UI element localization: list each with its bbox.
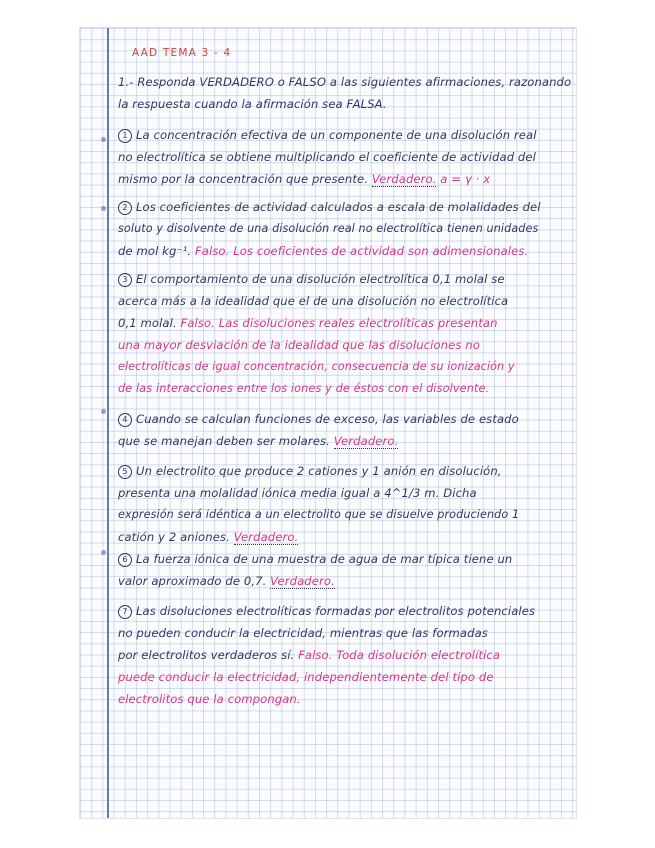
item-3-answer-line: de las interacciones entre los iones y de éstos con el disolvente. — [118, 382, 490, 395]
item-7-line: por electrolitos verdaderos sí. Falso. Toda disolución electrolítica — [118, 648, 501, 662]
item-6-line: valor aproximado de 0,7. Verdadero. — [118, 574, 335, 588]
item-4-answer: Verdadero. — [333, 434, 399, 448]
item-7-answer-line: electrolitos que la compongan. — [118, 692, 301, 706]
margin-dot — [101, 137, 106, 142]
item-7-answer: Falso. Toda disolución electrolítica — [298, 648, 501, 662]
item-2-line: de mol kg⁻¹. Falso. Los coeficientes de actividad son adimensionales. — [118, 244, 529, 258]
item-4-line: que se manejan deben ser molares. Verdadero. — [118, 434, 399, 448]
item-number: 1 — [118, 129, 132, 143]
item-7-answer-line: puede conducir la electricidad, independientemente del tipo de — [118, 670, 494, 684]
item-number: 3 — [118, 273, 132, 287]
item-5-line: 5 Un electrolito que produce 2 cationes y 1 anión en disolución, — [118, 460, 502, 482]
item-3-answer-line: una mayor desviación de la idealidad que las disoluciones no — [118, 338, 480, 352]
item-6-line: 6 La fuerza iónica de una muestra de agua de mar típica tiene un — [118, 548, 512, 570]
item-2-answer: Falso. Los coeficientes de actividad son adimensionales. — [195, 244, 529, 258]
intro-line: la respuesta cuando la afirmación sea FALSA. — [118, 97, 387, 111]
item-number: 7 — [118, 605, 132, 619]
intro-line: 1.- Responda VERDADERO o FALSO a las siguientes afirmaciones, razonando — [118, 75, 572, 89]
item-3-answer: Falso. Las disoluciones reales electrolíticas presentan — [180, 316, 498, 330]
item-number: 4 — [118, 413, 132, 427]
item-1-formula: a = γ · x — [440, 172, 491, 186]
margin-dot — [101, 409, 106, 414]
item-6-answer: Verdadero. — [270, 574, 335, 588]
item-4-line: 4 Cuando se calculan funciones de exceso, las variables de estado — [118, 408, 519, 430]
margin-dot — [101, 206, 106, 211]
item-1-line: 1 La concentración efectiva de un componente de una disolución real — [118, 124, 537, 146]
item-2-line: soluto y disolvente de una disolución real no electrolítica tienen unidades — [118, 222, 539, 235]
item-3-answer-line: electrolíticas de igual concentración, consecuencia de su ionización y — [118, 360, 515, 373]
margin-line — [107, 28, 109, 818]
item-5-line: catión y 2 aniones. Verdadero. — [118, 530, 299, 544]
item-5-line: presenta una molalidad iónica media igual a 4^1/3 m. Dicha — [118, 486, 477, 500]
margin-dot — [101, 550, 106, 555]
item-5-answer: Verdadero. — [233, 530, 299, 544]
item-7-line: 7 Las disoluciones electrolíticas formadas por electrolitos potenciales — [118, 600, 535, 622]
item-1-line: no electrolítica se obtiene multiplicando el coeficiente de actividad del — [118, 150, 536, 164]
item-1-line: mismo por la concentración que presente. Verdadero. a = γ · x — [118, 172, 491, 186]
item-3-line: acerca más a la idealidad que el de una disolución no electrolítica — [118, 294, 509, 308]
item-2-line: 2 Los coeficientes de actividad calculados a escala de molalidades del — [118, 196, 541, 218]
item-5-line: expresión será idéntica a un electrolito que se disuelve produciendo 1 — [118, 508, 520, 521]
item-number: 6 — [118, 553, 132, 567]
item-7-line: no pueden conducir la electricidad, mientras que las formadas — [118, 626, 488, 640]
item-3-line: 3 El comportamiento de una disolución electrolítica 0,1 molal se — [118, 268, 505, 290]
notebook-page — [80, 28, 576, 818]
item-3-line: 0,1 molal. Falso. Las disoluciones reales electrolíticas presentan — [118, 316, 498, 330]
item-number: 2 — [118, 201, 132, 215]
item-1-answer: Verdadero. — [371, 172, 437, 186]
item-number: 5 — [118, 465, 132, 479]
page-title: AAD TEMA 3 - 4 — [132, 47, 232, 59]
